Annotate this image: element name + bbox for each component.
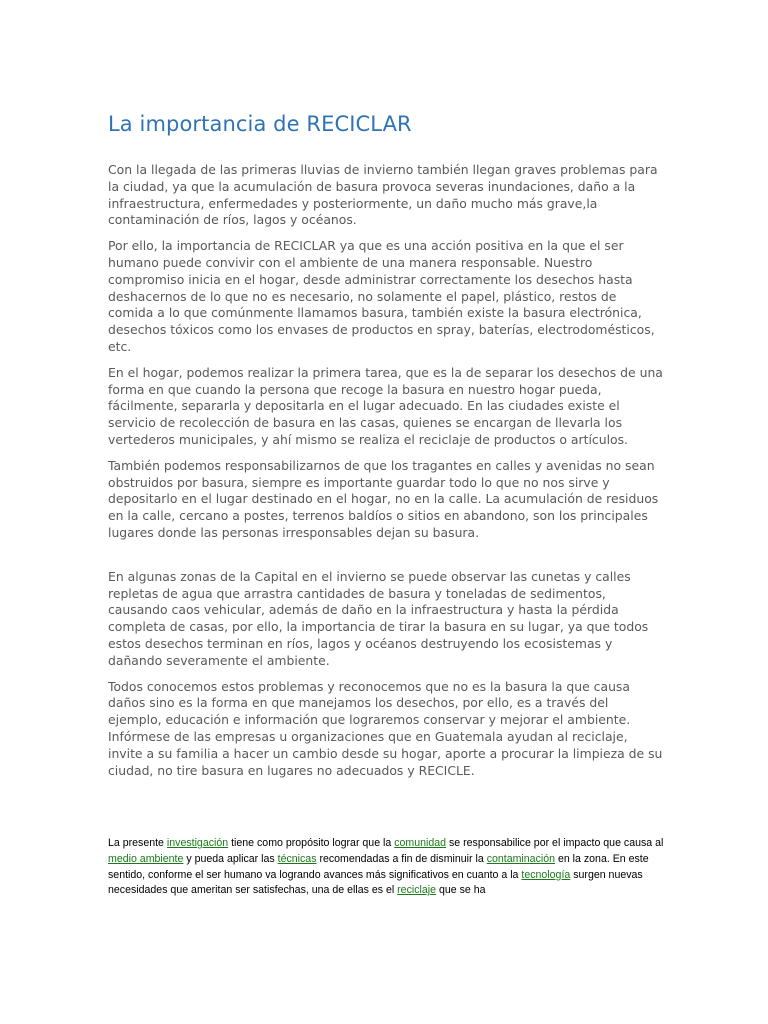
footer-text: surgen nuevas necesidades que ameritan ser satisfechas, una de ellas es el (108, 868, 643, 897)
document-body (108, 162, 664, 788)
link-reciclaje[interactable]: reciclaje (397, 884, 437, 897)
footer-text: se responsabilice por el impacto que causa al (446, 837, 664, 849)
paragraph-6: Todos conocemos estos problemas y reconocemos que no es la basura la que causa daños sino es la forma en que manejamos los desechos, por ello, es a través del ejemplo, educación e información que lograremos conservar y mejorar el ambiente. Infórmese de las empresas u organizaciones que en Guatemala ayudan al reciclaje, invite a su familia a hacer un cambio desde su hogar, aporte a procurar la limpieza de su ciudad, no tire basura en lugares no adecuados y RECICLE. (108, 678, 663, 778)
footer-text: tiene como propósito lograr que la (228, 837, 395, 849)
paragraph-3: En el hogar, podemos realizar la primera tarea, que es la de separar los desechos de una forma en que cuando la persona que recoge la basura en nuestro hogar pueda, fácilmente, separarla y depositarla en el lugar adecuado. En las ciudades existe el servicio de recolección de basura en las casas, quienes se encargan de llevarla los vertederos municipales, y ahí mismo se realiza el reciclaje de productos o artículos. (108, 364, 663, 447)
paragraph-2: Por ello, la importancia de RECICLAR ya que es una acción positiva en la que el ser humano puede convivir con el ambiente de una manera responsable. Nuestro compromiso inicia en el hogar, desde administrar correctamente los desechos hasta deshacernos de lo que no es necesario, no solamente el papel, plástico, restos de comida a lo que comúnmente llamamos basura, también existe la basura electrónica, desechos tóxicos como los envases de productos en spray, baterías, electrodomésticos, etc. (108, 238, 655, 354)
footer-text: en la zona. En este sentido, conforme el ser humano va logrando avances más significativos en cuanto a la (108, 852, 649, 881)
link-tecnologia[interactable]: tecnología (521, 868, 571, 881)
link-comunidad[interactable]: comunidad (394, 837, 447, 849)
paragraph-5: En algunas zonas de la Capital en el invierno se puede observar las cunetas y calles repletas de agua que arrastra cantidades de basura y toneladas de sedimentos, causando caos vehicular, además de daño en la infraestructura y hasta la pérdida completa de casas, por ello, la importancia de tirar la basura en su lugar, ya que todos estos desechos terminan en ríos, lagos y océanos destruyendo los ecosistemas y dañando severamente el ambiente. (108, 568, 649, 668)
footer-paragraph (108, 836, 664, 899)
link-contaminacion[interactable]: contaminación (486, 852, 555, 865)
footer-text: que se ha (436, 884, 486, 897)
footer-text: recomendadas a fin de disminuir la (316, 852, 487, 865)
footer-text: y pueda aplicar las (183, 852, 278, 865)
link-medio-ambiente[interactable]: medio ambiente (108, 852, 184, 865)
document-title: La importancia de RECICLAR (108, 112, 412, 136)
link-investigacion[interactable]: investigación (166, 837, 229, 849)
paragraph-4: También podemos responsabilizarnos de que los tragantes en calles y avenidas no sean obstruidos por basura, siempre es importante guardar todo lo que no nos sirve y depositarlo en el lugar destinado en el hogar, no en la calle. La acumulación de residuos en la calle, cercano a postes, terrenos baldíos o sitios en abandono, son los principales lugares donde las personas irresponsables dejan su basura. (108, 457, 659, 540)
paragraph-1: Con la llegada de las primeras lluvias de invierno también llegan graves problemas para la ciudad, ya que la acumulación de basura provoca severas inundaciones, daño a la infraestructura, enfermedades y posteriormente, un daño mucho más grave,la contaminación de ríos, lagos y océanos. (108, 162, 658, 228)
footer-text: La presente (108, 837, 167, 849)
link-tecnicas[interactable]: técnicas (277, 852, 317, 865)
